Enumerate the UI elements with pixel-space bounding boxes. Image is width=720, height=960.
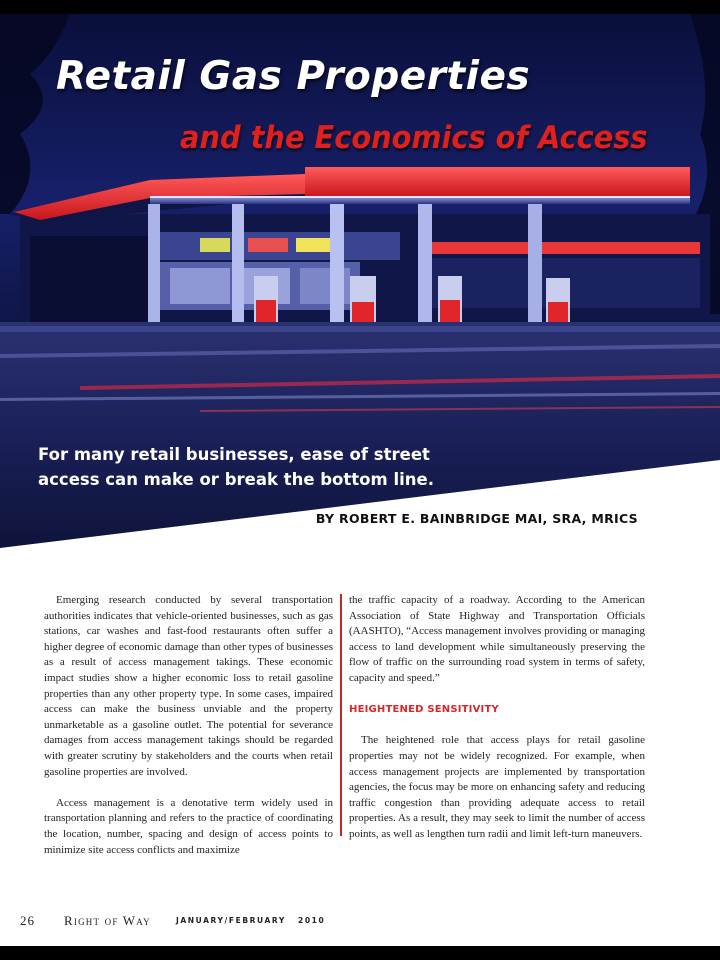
body-paragraph: Emerging research conducted by several transportation authorities indicates that vehicle-oriented businesses, such as gas stations, car washes and fast-food restaurants often suffer a higher degree of economic damage than other types of businesses as a result of access management takings. These economic impact studies show a higher economic loss to retail gasoline properties than any other property type. In some cases, impaired access can make the business unviable and the property unmarketable as a gasoline outlet. The potential for severance damages from access management takings should be regarded with greater scrutiny by stakeholders and the courts when retail gasoline properties are involved. [44, 594, 333, 778]
byline: BY ROBERT E. BAINBRIDGE MAI, SRA, MRICS [315, 511, 638, 526]
body-column-right [349, 593, 645, 843]
article-deck: For many retail businesses, ease of street access can make or break the bottom line. [38, 445, 434, 489]
column-divider [340, 594, 342, 836]
bottom-black-bar [0, 946, 720, 960]
article-title: Retail Gas Properties [56, 54, 531, 99]
page-number: 26 [20, 913, 35, 928]
magazine-name: Right of Way [64, 913, 151, 928]
body-paragraph: The heightened role that access plays for retail gasoline properties may not be widely recognized. For example, when access management projects are implemented by transportation agencies, the focus may be more on enhancing safety and reducing traffic congestion than providing adequate access to retail properties. As a result, they may seek to limit the number of access points, as well as lengthen turn radii and limit left-turn maneuvers. [349, 734, 645, 840]
top-black-bar [0, 0, 720, 14]
issue-year: 2010 [298, 916, 326, 925]
body-paragraph: Access management is a denotative term widely used in transportation planning and refers to the practice of coordinating the location, number, spacing and design of access points to minimize site access conflicts and maximize [44, 796, 333, 856]
hero-photo [0, 14, 720, 554]
section-subhead: HEIGHTENED SENSITIVITY [349, 704, 499, 716]
issue-label: JANUARY/FEBRUARY [176, 916, 286, 925]
article-title-secondary: and the Economics of Access [180, 120, 648, 156]
body-paragraph: the traffic capacity of a roadway. According to the American Association of State Highway and Transportation Officials (AASHTO), “Access management involves providing or managing access to land development while simultaneously preserving the flow of traffic on the surrounding road system in terms of safety, capacity and speed.” [349, 594, 645, 684]
body-column-left [44, 593, 333, 858]
